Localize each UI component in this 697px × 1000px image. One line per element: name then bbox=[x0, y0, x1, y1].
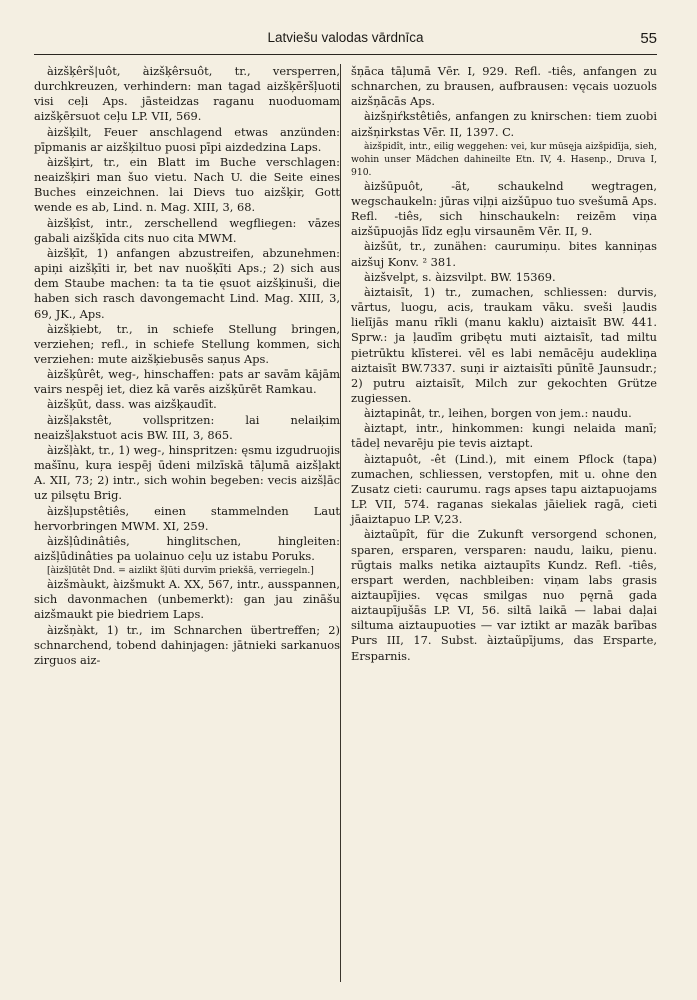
right-column bbox=[351, 64, 657, 664]
entry: àizšņiŕkstêtiês, anfangen zu knirschen: tiem zuobi aizšņirkstas Vēr. II, 1397. C. bbox=[351, 109, 657, 139]
entry: àizšļupstêtiês, einen stammelnden Laut hervorbringen MWM. XI, 259. bbox=[34, 503, 340, 533]
running-title: Latviešu valodas vārdnīca bbox=[267, 30, 424, 45]
entry: [àizšļūtêt Dnd. = aizlikt šļūti durvīm priekšā, verriegeln.] bbox=[47, 565, 314, 577]
page-header bbox=[34, 30, 657, 50]
entry: àizšķiebt, tr., in schiefe Stellung bringen, verziehen; refl., in schiefe Stellung kommen, sich verziehen: mute aizšķiebusēs saņus Aps. bbox=[34, 321, 340, 366]
entry: àizšļakstêt, vollspritzen: lai nelaiķim neaizšļakstuot acis BW. III, 3, 865. bbox=[34, 412, 340, 442]
entry: àizšvelpt, s. àizsvilpt. BW. 15369. bbox=[364, 269, 556, 284]
entry: àiztapinât, tr., leihen, borgen von jem.: naudu. bbox=[364, 406, 632, 421]
entry: àizšūpuôt, -ãt, schaukelnd wegtragen, wegschaukeln: jūras viļņi aizšūpuo tuo svešumā Aps. Refl. -tiês, sich hinschaukeln: reizēm viņa aizšūpuojās līdz egļu virsaunēm Vēr. II, 9. bbox=[351, 178, 657, 239]
left-column bbox=[34, 64, 340, 668]
column-divider bbox=[340, 64, 341, 982]
entry: àizšķīt, 1) anfangen abzustreifen, abzunehmen: apiņi aizšķīti ir, bet nav nuošķīti Aps.; 2) sich aus dem Staube machen: ta ta tie ęsuot aizšķinuši, die haben sich rasch davongemacht Lind. Mag. XIII, 3, 69, JK., Aps. bbox=[34, 245, 340, 321]
entry: àiztapuôt, -êt (Lind.), mit einem Pflock (tapa) zumachen, schliessen, verstopfen, mit u. ohne den Zusatz cieti: caurumu. rags apses tapu aiztapuojams LP. VII, 574. raganas siekalas jāieliek ragā, cieti jāaiztapuo LP. V,23. bbox=[351, 451, 657, 527]
entry: àizšūt, tr., zunähen: caurumiņu. bites kanniņas aizšuj Konv. ² 381. bbox=[351, 239, 657, 269]
page-number: 55 bbox=[640, 30, 657, 47]
entry: àizšķūt, dass. was aizšķaudīt. bbox=[47, 397, 217, 412]
entry: àiztapt, intr., hinkommen: kungi nelaida manī; tādeļ nevarēju pie tevis aiztapt. bbox=[351, 421, 657, 451]
header-rule bbox=[34, 54, 657, 55]
entry: àizšķêrš|uôt, àizšķêrsuôt, tr., versperren, durchkreuzen, verhindern: man tagad aizšķēršļuoti visi ceļi Aps. jāsteidzas raganu nuoduomam aizšķērsuot ceļu LP. VII, 569. bbox=[34, 64, 340, 124]
entry: šņāca tāļumā Vēr. I, 929. Refl. -tiês, anfangen zu schnarchen, zu brausen, aufbrausen: vęcais uozuols aizšņācās Aps. bbox=[351, 64, 657, 109]
entry: àizšmàukt, àizšmukt A. XX, 567, intr., ausspannen, sich davonmachen (unbemerkt): gan jau zināšu aizšmaukt pie biedriem Laps. bbox=[34, 577, 340, 622]
entry: àizšpidît, intr., eilig weggehen: vei, kur mūsęja aizšpidīja, sieh, wohin unser Mädchen dahineilte Etn. IV, 4. Hasenp., Druva I, 910. bbox=[351, 140, 657, 178]
entry: àizšķûrêt, weg-, hinschaffen: pats ar savām kājām vairs nespēj iet, diez kā varēs aizšķūrēt Ramkau. bbox=[34, 367, 340, 397]
entry: àiztaũpît, für die Zukunft versorgend schonen, sparen, ersparen, versparen: naudu, laiku, pienu. rūgtais malks netika aiztaupīts Kundz. Refl. -tiês, erspart werden, nachbleiben: viņam labs grasis aiztaupījies. vęcas smilgas nuo pęrnā gada aiztaupījušās LP. VI, 56. siltā laikā — labai daļai siltuma aiztaupuoties — var iztikt ar mazāk barības Purs III, 17. Subst. àiztaũpījums, das Ersparte, Ersparnis. bbox=[351, 527, 657, 663]
entry: àizšķilt, Feuer anschlagend etwas anzünden: pīpmanis ar aizšķiltuo puosi pīpi aizdedzina Laps. bbox=[34, 124, 340, 154]
entry: àizšķîst, intr., zerschellend wegfliegen: vāzes gabali aizšķīda cits nuo cita MWM. bbox=[34, 215, 340, 245]
entry: àizšļûdinâtiês, hinglitschen, hingleiten: aizšļūdinâties pa uolainuo ceļu uz istabu Poruks. bbox=[34, 533, 340, 563]
entry: àizšļàkt, tr., 1) weg-, hinspritzen: ęsmu izgudruojis mašīnu, kuŗa iespēj ūdeni milzīskā tāļumā aizšļakt A. XII, 73; 2) intr., sich wohin begeben: vecis aizšļāc uz pilsętu Brig. bbox=[34, 442, 340, 503]
entry: àizšķirt, tr., ein Blatt im Buche verschlagen: neaizšķiri man šuo vietu. Nach U. die Seite eines Buches einzeichnen. lai Dievs tuo aizšķir, Gott wende es ab, Lind. n. Mag. XIII, 3, 68. bbox=[34, 154, 340, 215]
entry: àizšņàkt, 1) tr., im Schnarchen übertreffen; 2) schnarchend, tobend dahinjagen: jātnieki sarkanuos zirguos aiz- bbox=[34, 622, 340, 667]
entry: àiztaisīt, 1) tr., zumachen, schliessen: durvis, vārtus, luogu, acis, traukam vāku. sveši ļaudis lielījās manu rīkli (manu kaklu) aiztaisīt BW. 441. Sprw.: ja ļaudīm gribętu muti aiztaisīt, tad miltu pietrūktu klīsterei. vēl es labi nemācēju audekliņa aiztaisīt BW.7337. suņi ir aiztaisīti pūnītē Jaunsudr.; 2) putru aiztaisīt, Milch zur gekochten Grütze zugiessen. bbox=[351, 284, 657, 405]
